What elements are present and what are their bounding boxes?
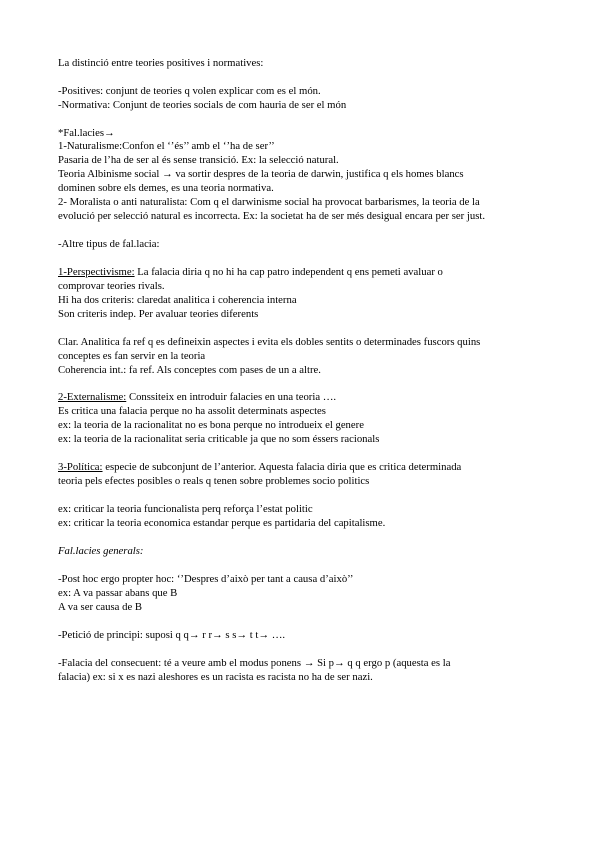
- posthoc-line-2: ex: A va passar abans que B: [58, 587, 178, 599]
- externalisme-text: Conssiteix en introduir falacies en una teoria ….: [126, 391, 337, 403]
- externalisme-line-3: ex: la teoria de la racionalitat no es bona perque no introdueix el genere: [58, 419, 364, 431]
- normativa-definition: -Normativa: Conjunt de teories socials de com hauria de ser el món: [58, 99, 347, 111]
- posthoc-line-3: A va ser causa de B: [58, 601, 142, 613]
- consequent-line-1: -Falacia del consecuent: té a veure amb el modus ponens → Si p→ q q ergo p (aquesta es la: [58, 657, 451, 669]
- perspectivisme-line-3: Hi ha dos criteris: claredat analitica i coherencia interna: [58, 294, 297, 306]
- positives-definition: -Positives: conjunt de teories q volen explicar com es el món.: [58, 85, 321, 97]
- politica-line-1: [58, 461, 461, 474]
- externalisme-line-4: ex: la teoria de la racionalitat seria criticable ja que no som éssers racionals: [58, 433, 380, 445]
- politica-text: especie de subconjunt de l’anterior. Aquesta falacia diria que es critica determinada: [102, 461, 462, 473]
- perspectivisme-line-1: [58, 266, 443, 279]
- posthoc-line-1: -Post hoc ergo propter hoc: ‘’Despres d’això per tant a causa d’això’’: [58, 573, 354, 585]
- naturalisme-line-2: Teoria Albinisme social → va sortir despres de la teoria de darwin, justifica q els homes blancs: [58, 168, 464, 180]
- politica-example-1: ex: criticar la teoria funcionalista perq reforça l’estat politic: [58, 503, 313, 515]
- politica-label: 3-Política:: [58, 461, 103, 473]
- perspectivisme-text: La falacia diria q no hi ha cap patro independent q ens pemeti avaluar o: [134, 266, 443, 278]
- coherencia-line: Coherencia int.: fa ref. Als conceptes com pases de un a altre.: [58, 364, 321, 376]
- externalisme-line-2: Es critica una falacia perque no ha assolit determinats aspectes: [58, 405, 326, 417]
- fallacies-heading: *Fal.lacies→: [58, 127, 115, 139]
- naturalisme-line-3: dominen sobre els demes, es una teoria normativa.: [58, 182, 274, 194]
- peticio-line: -Petició de principi: suposi q q→ r r→ s s→ t t→ ….: [58, 629, 286, 641]
- moralista-line-2: evolució per selecció natural es incorrecta. Ex: la societat ha de ser més desigual encara per ser just.: [58, 210, 486, 222]
- politica-line-2: teoria pels efectes posibles o reals q tenen sobre problemes socio politics: [58, 475, 370, 487]
- externalisme-label: 2-Externalisme:: [58, 391, 127, 403]
- altre-tipus-heading: -Altre tipus de fal.lacia:: [58, 238, 160, 250]
- perspectivisme-line-2: comprovar teories rivals.: [58, 280, 165, 292]
- consequent-line-2: falacia) ex: si x es nazi aleshores es un racista es racista no ha de ser nazi.: [58, 671, 373, 683]
- perspectivisme-line-4: Son criteris indep. Per avaluar teories diferents: [58, 308, 259, 320]
- politica-example-2: ex: criticar la teoria economica estandar perque es partidaria del capitalisme.: [58, 517, 386, 529]
- naturalisme-line-1: Pasaria de l’ha de ser al és sense transició. Ex: la selecció natural.: [58, 154, 339, 166]
- externalisme-line-1: [58, 391, 336, 404]
- clar-line-2: conceptes es fan servir en la teoria: [58, 350, 206, 362]
- moralista-line-1: 2- Moralista o anti naturalista: Com q el darwinisme social ha provocat barbarismes, la teoria de la: [58, 196, 480, 208]
- naturalisme-title: 1-Naturalisme:Confon el ‘’és’’ amb el ‘’ha de ser’’: [58, 140, 275, 152]
- clar-line-1: Clar. Analitica fa ref q es defineixin aspectes i evita els dobles sentits o determinades fuscors quins: [58, 336, 481, 348]
- generals-heading: Fal.lacies generals:: [58, 545, 144, 557]
- perspectivisme-label: 1-Perspectivisme:: [58, 266, 135, 278]
- intro-line: La distinció entre teories positives i normatives:: [58, 57, 264, 69]
